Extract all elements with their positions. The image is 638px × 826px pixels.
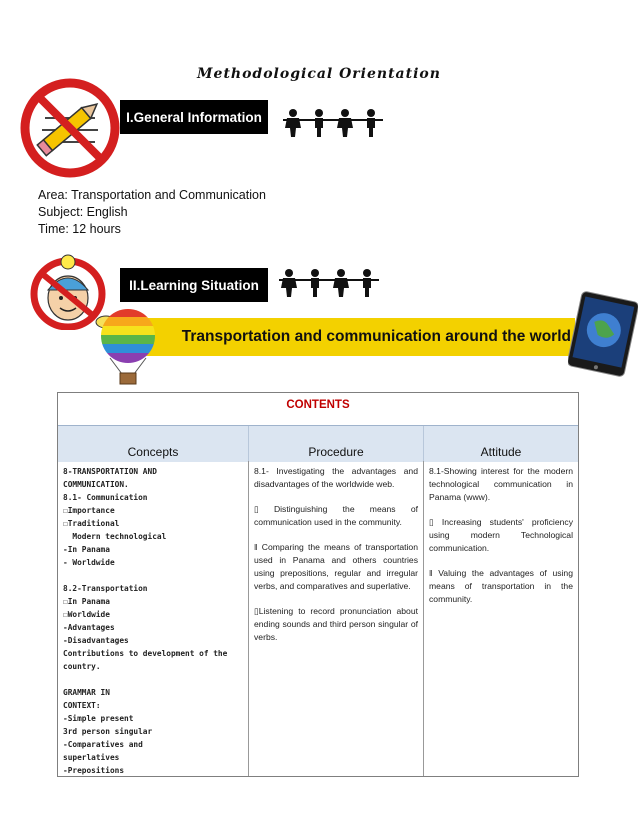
concept-line: -Prepositions bbox=[63, 766, 125, 775]
concept-line: CONTEXT: bbox=[63, 701, 101, 710]
concept-line: ☐In Panama bbox=[63, 597, 110, 606]
concept-line: - Worldwide bbox=[63, 558, 115, 567]
procedure-item: ‖ Comparing the means of transportation used in Panama and others countries using prepositions, regular and irregular verbs, and comparatives and superlative. bbox=[254, 542, 418, 591]
procedure-item: 8.1- Investigating the advantages and disadvantages of the worldwide web. bbox=[254, 466, 418, 489]
contents-title: CONTENTS bbox=[286, 399, 350, 411]
concept-line: Modern technological bbox=[63, 532, 167, 541]
concept-line: ☐Traditional bbox=[63, 519, 120, 528]
concept-line bbox=[63, 673, 243, 686]
contents-table bbox=[57, 392, 579, 777]
concept-line: ☐Importance bbox=[63, 506, 115, 515]
concept-line: GRAMMAR IN bbox=[63, 688, 110, 697]
procedure-item: ▯ Distinguishing the means of communication used in the community. bbox=[254, 504, 418, 527]
concepts-column bbox=[58, 461, 249, 776]
people-icon bbox=[283, 108, 387, 138]
subject-text: Subject: English bbox=[38, 205, 128, 219]
concept-line: -Comparatives and bbox=[63, 740, 143, 749]
attitude-item: ‖ Valuing the advantages of using means of transportation in the community. bbox=[429, 568, 573, 604]
header-procedure: Procedure bbox=[249, 426, 424, 462]
hot-air-balloon-icon bbox=[98, 308, 158, 386]
tablet-icon bbox=[568, 288, 638, 380]
section-label: II.Learning Situation bbox=[129, 277, 259, 293]
table-header bbox=[58, 425, 578, 462]
area-text: Area: Transportation and Communication bbox=[38, 188, 266, 202]
attitude-column bbox=[424, 461, 578, 776]
people-icon bbox=[279, 268, 383, 298]
concept-line bbox=[63, 569, 243, 582]
section-banner-general-information bbox=[120, 100, 268, 134]
header-attitude: Attitude bbox=[480, 445, 522, 459]
pencil-sign-icon bbox=[20, 78, 120, 178]
concept-line: 8.1- Communication bbox=[63, 493, 148, 502]
attitude-item: ▯ Increasing students' proficiency using modern Technological communication. bbox=[429, 517, 573, 553]
header-concepts: Concepts bbox=[58, 426, 249, 462]
procedure-item: ▯Listening to record pronunciation about ending sounds and third person singular of verbs. bbox=[254, 606, 418, 642]
people-icon-group bbox=[283, 108, 387, 138]
concept-line: ☐Worldwide bbox=[63, 610, 110, 619]
concept-line: 8-TRANSPORTATION AND bbox=[63, 467, 157, 476]
concept-line: -In Panama bbox=[63, 545, 110, 554]
time-text: Time: 12 hours bbox=[38, 222, 121, 236]
situation-title-text: Transportation and communication around the world bbox=[181, 328, 571, 345]
concept-line: Contributions to development of the bbox=[63, 649, 228, 658]
concept-line: -Disadvantages bbox=[63, 636, 129, 645]
concept-line: superlatives bbox=[63, 753, 120, 762]
learning-situation-title bbox=[143, 318, 575, 356]
attitude-item: 8.1-Showing interest for the modern technological communication in Panama (www). bbox=[429, 466, 573, 502]
page-title: Methodological Orientation bbox=[197, 66, 441, 82]
concept-line: COMMUNICATION. bbox=[63, 480, 129, 489]
section-banner-learning-situation bbox=[120, 268, 268, 302]
section-label: I.General Information bbox=[126, 109, 262, 125]
procedure-column bbox=[249, 461, 424, 776]
concept-line: -Advantages bbox=[63, 623, 115, 632]
people-icon-group bbox=[279, 268, 383, 298]
concept-line: 8.2-Transportation bbox=[63, 584, 148, 593]
concept-line: country. bbox=[63, 662, 101, 671]
concept-line: 3rd person singular bbox=[63, 727, 153, 736]
concept-line: -Simple present bbox=[63, 714, 134, 723]
